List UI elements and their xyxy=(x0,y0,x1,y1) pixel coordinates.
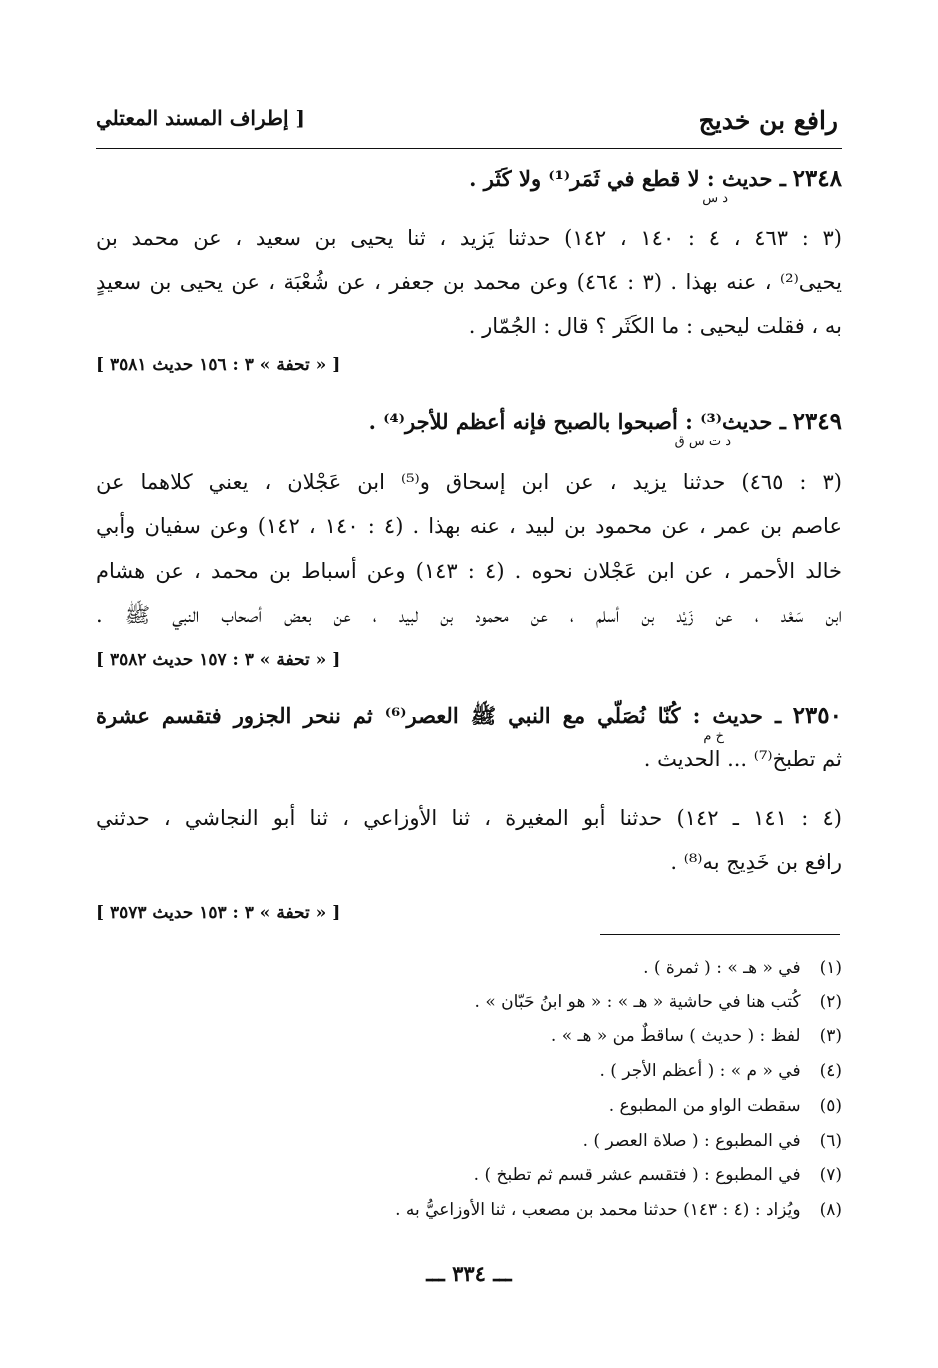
footnote-text: ويُزاد : (٤ : ١٤٣) حدثنا محمد بن مصعب ، ثنا الأوزاعيُّ به . xyxy=(395,1200,801,1220)
entry-text-line: (٣ : ٤٦٣ ، ٤ : ١٤٠ ، ١٤٢) حدثنا يَزيد ، ثنا يحيى بن سعيد ، عن محمد بن xyxy=(96,226,842,250)
footnote-number: (٤) xyxy=(819,1061,842,1081)
footnote xyxy=(600,1061,843,1081)
footnote-number: (٣) xyxy=(819,1026,842,1046)
footnote xyxy=(643,958,842,978)
entry-sigla: د ت س ق xyxy=(674,434,731,449)
entry-number: ٢٣٤٩ xyxy=(792,408,842,435)
footnote-text: في المطبوع : ( صلاة العصر ) . xyxy=(582,1131,801,1151)
footnote-text: كُتب هنا في حاشية « هـ » : « هو ابنُ حَبّان » . xyxy=(474,992,801,1012)
entry-heading-continuation: ثم تطبخ⁽⁷⁾ ... الحديث . xyxy=(643,747,842,771)
footnote-number: (٧) xyxy=(819,1165,842,1185)
entry-heading xyxy=(96,410,842,433)
entry-number: ٢٣٥٠ xyxy=(792,702,842,729)
entry-heading-text: ـ حديث : لا قطع في ثَمَر⁽¹⁾ ولا كَثَر . xyxy=(469,166,786,191)
footnote xyxy=(474,1165,842,1185)
entry-sigla: خ م xyxy=(703,729,724,744)
entry-text-line: به ، فقلت ليحيى : ما الكَثَر ؟ قال : الجُمّار . xyxy=(468,314,842,338)
page-number: ـــ ٣٣٤ ـــ xyxy=(426,1261,512,1286)
footnote-text: في « هـ » : ( ثمرة ) . xyxy=(643,958,801,978)
footnote-text: لفظ : ( حديث ) ساقطٌ من « هـ » . xyxy=(550,1026,801,1046)
entry-heading-text: ـ حديث : كُنّا نُصَلّي مع النبي ﷺ العصر⁽⁶⁾ ثم ننحر الجزور فتقسم عشرة xyxy=(96,703,782,728)
footnote xyxy=(609,1096,842,1116)
footnote xyxy=(583,1131,842,1151)
entry-heading xyxy=(96,167,842,190)
entry-text-line: يحيى⁽²⁾ ، عنه بهذا . (٣ : ٤٦٤) وعن محمد بن جعفر ، عن شُعْبَة ، عن يحيى بن سعيدٍ xyxy=(96,270,842,294)
entry-text-line: (٣ : ٤٦٥) حدثنا يزيد ، عن ابن إسحاق و⁽⁵⁾ ابن عَجْلان ، يعني كلاهما عن xyxy=(96,470,842,494)
footnote-number: (٨) xyxy=(819,1200,842,1220)
entry-text-line: ابن سَعْد ، عن زَيْد بن أسلم ، عن محمود بن لبيد ، عن بعض أصحاب النبي ﷺ . xyxy=(96,603,842,627)
header-rule xyxy=(96,148,842,149)
tuhfa-reference: [ « تحفة » ٣ : ١٥٧ حديث ٣٥٨٢ ] xyxy=(96,650,341,670)
tuhfa-reference: [ « تحفة » ٣ : ١٥٣ حديث ٣٥٧٣ ] xyxy=(96,903,341,923)
entry-text-line: (٤ : ١٤١ ـ ١٤٢) حدثنا أبو المغيرة ، ثنا الأوزاعي ، ثنا أبو النجاشي ، حدثني xyxy=(96,806,842,830)
running-header-right: رافع بن خديج xyxy=(698,106,838,135)
footnote xyxy=(551,1026,842,1046)
running-header-left: [ إطراف المسند المعتلي xyxy=(96,106,305,130)
entry-heading-text: ـ حديث⁽³⁾ : أصبحوا بالصبح فإنه أعظم للأجر⁽⁴⁾ . xyxy=(368,409,786,434)
footnote-text: في المطبوع : ( فتقسم عشر قسم ثم تطبخ ) . xyxy=(473,1165,801,1185)
footnote-text: سقطت الواو من المطبوع . xyxy=(608,1096,801,1116)
footnote-number: (١) xyxy=(819,958,842,978)
tuhfa-reference: [ « تحفة » ٣ : ١٥٦ حديث ٣٥٨١ ] xyxy=(96,355,341,375)
footnote xyxy=(395,1200,842,1220)
footnote-text: في « م » : ( أعظم الأجر ) . xyxy=(599,1061,801,1081)
footnote-number: (٥) xyxy=(819,1096,842,1116)
footnote-rule xyxy=(600,934,840,935)
footnote-number: (٢) xyxy=(819,992,842,1012)
footnote-number: (٦) xyxy=(819,1131,842,1151)
entry-heading xyxy=(96,704,842,727)
entry-text-line: عاصم بن عمر ، عن محمود بن لبيد ، عنه بهذا . (٤ : ١٤٠ ، ١٤٢) وعن سفيان وأبي xyxy=(96,514,842,538)
entry-text-line: رافع بن خَدِيج به⁽⁸⁾ . xyxy=(670,850,842,874)
entry-number: ٢٣٤٨ xyxy=(792,165,842,192)
footnote xyxy=(475,992,842,1012)
entry-sigla: د س xyxy=(702,191,728,206)
entry-text-line: خالد الأحمر ، عن ابن عَجْلان نحوه . (٤ : ١٤٣) وعن أسباط بن محمد ، عن هشام xyxy=(96,559,842,583)
